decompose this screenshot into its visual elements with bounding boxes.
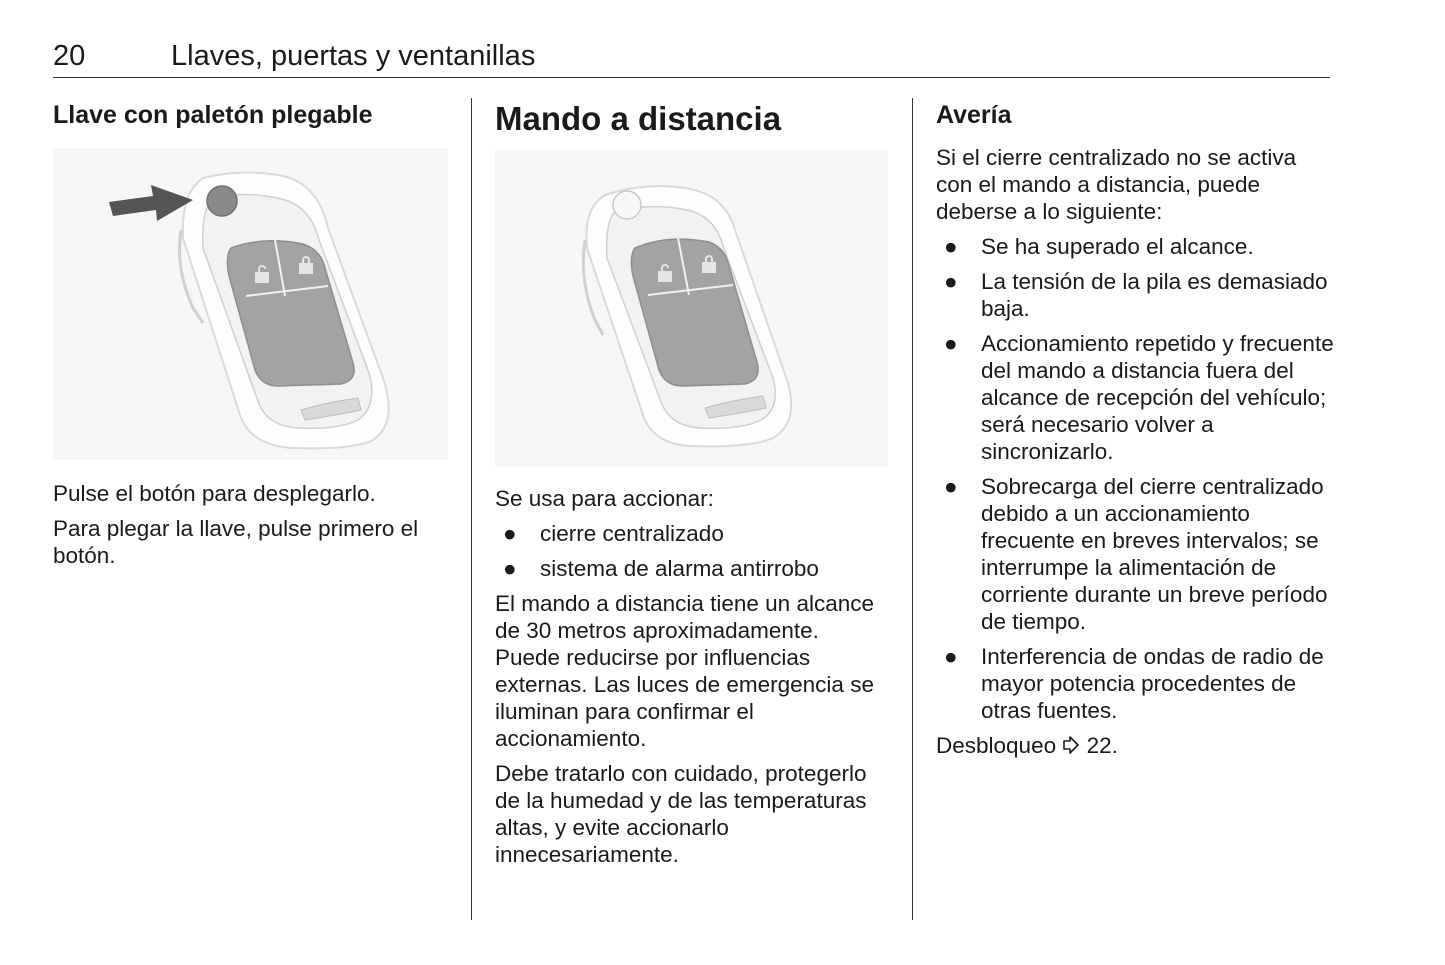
column-divider	[912, 98, 913, 920]
bullet: ●	[944, 234, 958, 259]
bullet: ●	[944, 474, 958, 499]
paragraph: Si el cierre centralizado no se activa con el mando a distancia, puede deberse a lo siguiente:	[936, 145, 1297, 224]
paragraph: Debe tratarlo con cuidado, protegerlo de la humedad y de las temperaturas altas, y evite accionarlo innecesariamente.	[495, 761, 867, 867]
bullet: ●	[944, 644, 958, 669]
arrow-right-icon	[1062, 735, 1080, 755]
fault-list	[936, 233, 1336, 724]
chapter-title: Llaves, puertas y ventanillas	[171, 40, 536, 72]
paragraph: Para plegar la llave, pulse primero el botón.	[53, 516, 419, 568]
list-item: ● cierre centralizado	[503, 521, 724, 546]
bullet: ●	[944, 331, 958, 356]
column-fault	[936, 98, 1336, 767]
list-item: ● Sobrecarga del cierre centralizado debido a un accionamiento frecuente en breves intervalos; se interrumpe la alimentación de corriente durante un breve período de tiempo.	[944, 474, 1328, 634]
page-header	[53, 40, 1330, 78]
cross-reference[interactable]	[936, 732, 1336, 759]
xref-page: 22.	[1086, 733, 1118, 758]
xref-text: Desbloqueo	[936, 733, 1057, 758]
section-heading: Avería	[936, 101, 1012, 129]
paragraph: El mando a distancia tiene un alcance de 30 metros aproximadamente. Puede reducirse por influencias externas. Las luces de emergencia se iluminan para confirmar el accionamiento.	[495, 591, 874, 751]
section-heading: Llave con paletón plegable	[53, 101, 373, 129]
page-number: 20	[53, 40, 86, 72]
usage-list	[495, 520, 890, 582]
folding-key-illustration	[53, 148, 448, 460]
list-item: ● Interferencia de ondas de radio de mayor potencia procedentes de otras fuentes.	[944, 644, 1324, 723]
paragraph: Se usa para accionar:	[495, 486, 714, 511]
bullet: ●	[944, 269, 958, 294]
paragraph: Pulse el botón para desplegarlo.	[53, 481, 376, 506]
list-item: ● sistema de alarma antirrobo	[503, 556, 819, 581]
bullet: ●	[503, 521, 517, 546]
column-folding-key	[53, 98, 448, 577]
list-item: ● Se ha superado el alcance.	[944, 234, 1254, 259]
column-divider	[471, 98, 472, 920]
section-heading: Mando a distancia	[495, 100, 782, 137]
column-remote-control	[495, 98, 890, 876]
list-item: ● La tensión de la pila es demasiado baja.	[944, 269, 1328, 321]
list-item: ● Accionamiento repetido y frecuente del mando a distancia fuera del alcance de recepción del vehículo; será necesario volver a sincronizarlo.	[944, 331, 1334, 464]
bullet: ●	[503, 556, 517, 581]
remote-control-illustration	[495, 150, 888, 467]
